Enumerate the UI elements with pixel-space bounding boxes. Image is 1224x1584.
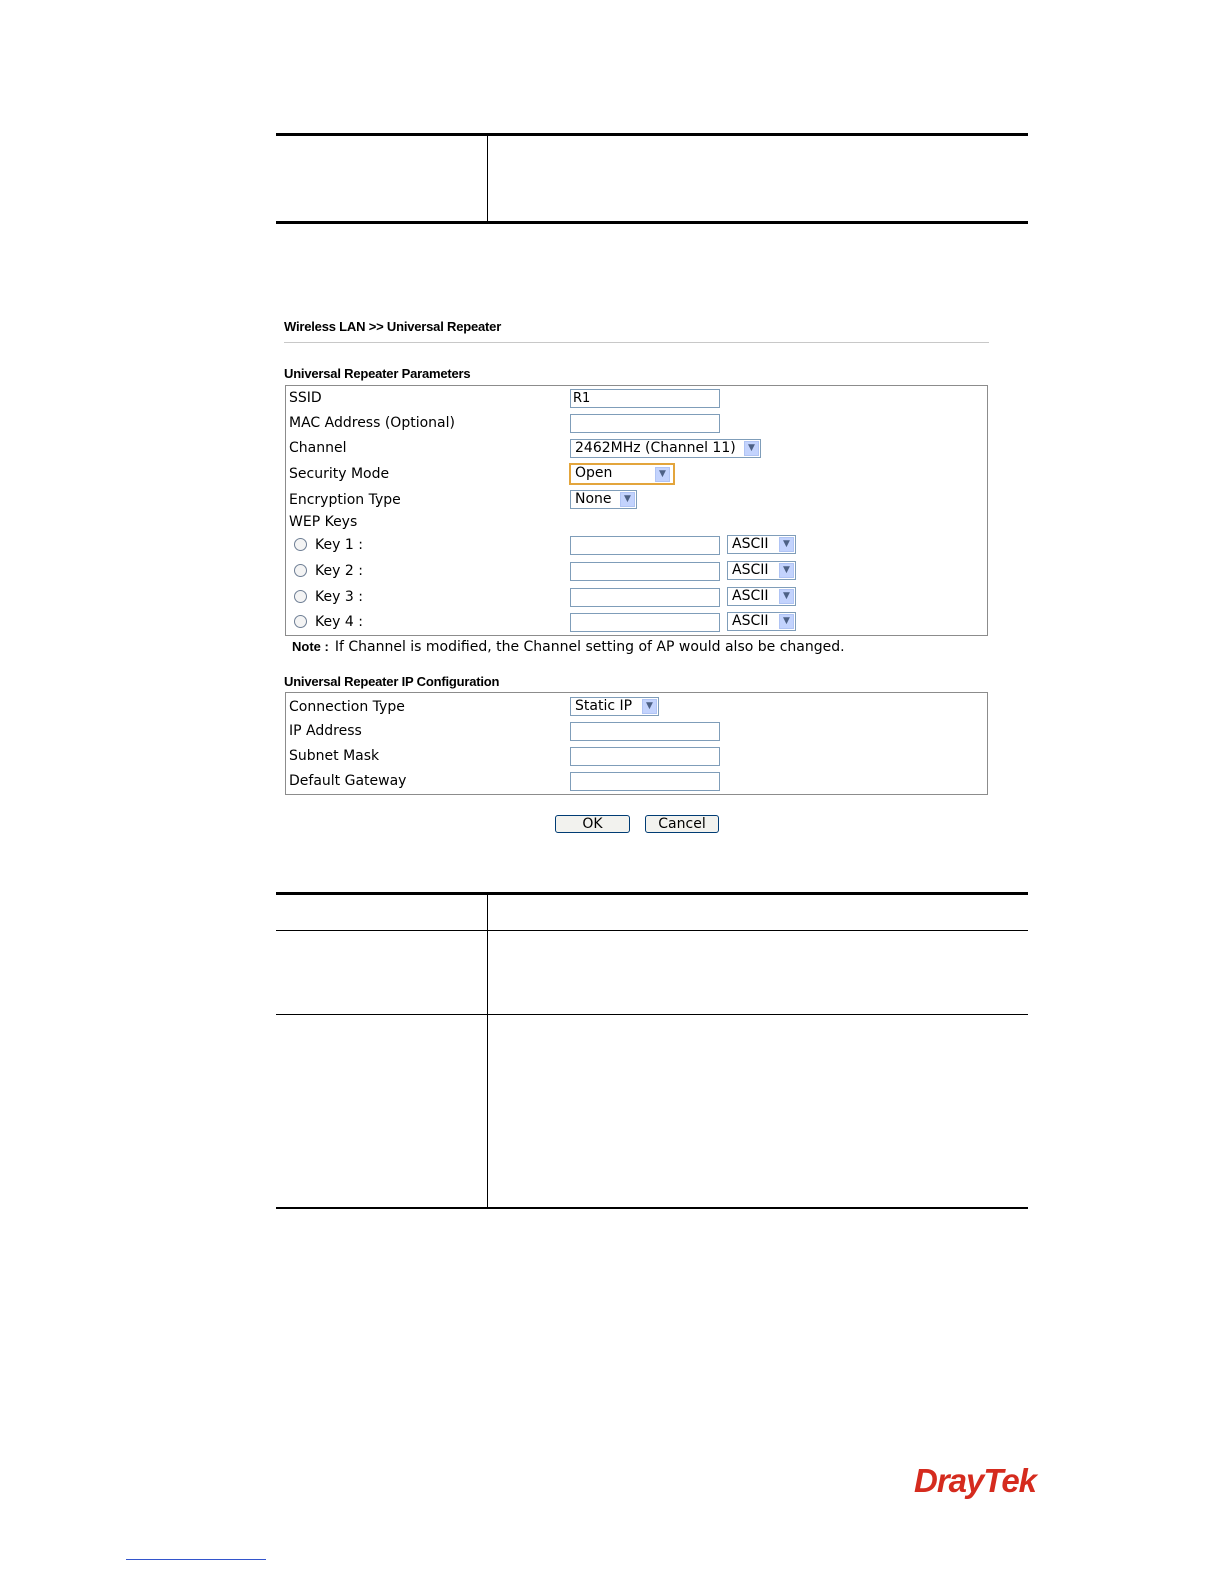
channel-note bbox=[292, 639, 845, 655]
chevron-down-icon: ▼ bbox=[655, 467, 670, 482]
key2-radio[interactable] bbox=[294, 564, 307, 577]
key1-input[interactable] bbox=[570, 536, 720, 555]
security-select[interactable] bbox=[569, 463, 675, 485]
chevron-down-icon: ▼ bbox=[744, 441, 759, 456]
chevron-down-icon: ▼ bbox=[620, 492, 635, 507]
encryption-select[interactable] bbox=[570, 490, 637, 509]
encryption-select-value: None bbox=[575, 491, 612, 507]
key4-label: Key 4 : bbox=[315, 614, 363, 630]
channel-label: Channel bbox=[289, 440, 347, 456]
key2-format-select[interactable] bbox=[727, 561, 796, 580]
key4-radio[interactable] bbox=[294, 615, 307, 628]
page-breadcrumb: Wireless LAN >> Universal Repeater bbox=[284, 319, 502, 334]
note-label: Note : bbox=[292, 639, 329, 654]
wep-keys-label: WEP Keys bbox=[289, 514, 358, 530]
footer-link-underline bbox=[126, 1559, 266, 1560]
security-label: Security Mode bbox=[289, 466, 390, 482]
key2-label: Key 2 : bbox=[315, 563, 363, 579]
channel-select[interactable] bbox=[570, 439, 761, 458]
subnet-mask-input[interactable] bbox=[570, 747, 720, 766]
key2-format-value: ASCII bbox=[732, 562, 769, 578]
draytek-logo: DrayTek bbox=[914, 1462, 1037, 1499]
doc-table-row bbox=[276, 133, 1028, 224]
chevron-down-icon: ▼ bbox=[779, 537, 794, 552]
mac-label: MAC Address (Optional) bbox=[289, 415, 455, 431]
key3-label: Key 3 : bbox=[315, 589, 363, 605]
ssid-label: SSID bbox=[289, 390, 322, 406]
chevron-down-icon: ▼ bbox=[779, 589, 794, 604]
key3-radio[interactable] bbox=[294, 590, 307, 603]
chevron-down-icon: ▼ bbox=[642, 699, 657, 714]
ok-button[interactable]: OK bbox=[555, 815, 630, 833]
title-divider bbox=[284, 342, 989, 343]
ssid-input[interactable]: R1 bbox=[570, 389, 720, 408]
note-text: If Channel is modified, the Channel setting of AP would also be changed. bbox=[334, 639, 845, 655]
key1-format-value: ASCII bbox=[732, 536, 769, 552]
ipconfig-section-title: Universal Repeater IP Configuration bbox=[284, 674, 500, 689]
params-section-title: Universal Repeater Parameters bbox=[284, 366, 471, 381]
subnet-mask-label: Subnet Mask bbox=[289, 748, 380, 764]
default-gateway-input[interactable] bbox=[570, 772, 720, 791]
default-gateway-label: Default Gateway bbox=[289, 773, 407, 789]
key4-format-value: ASCII bbox=[732, 613, 769, 629]
ip-address-label: IP Address bbox=[289, 723, 362, 739]
chevron-down-icon: ▼ bbox=[779, 614, 794, 629]
key3-input[interactable] bbox=[570, 588, 720, 607]
channel-select-value: 2462MHz (Channel 11) bbox=[575, 440, 736, 456]
connection-type-label: Connection Type bbox=[289, 699, 405, 715]
bottom-doc-table bbox=[276, 892, 1028, 1209]
key4-format-select[interactable] bbox=[727, 612, 796, 631]
encryption-label: Encryption Type bbox=[289, 492, 401, 508]
security-select-value: Open bbox=[575, 465, 613, 481]
doc-table-row bbox=[276, 930, 1028, 1014]
key1-radio[interactable] bbox=[294, 538, 307, 551]
key1-label: Key 1 : bbox=[315, 537, 363, 553]
key1-format-select[interactable] bbox=[727, 535, 796, 554]
doc-table-row bbox=[276, 1014, 1028, 1209]
top-doc-table bbox=[276, 133, 1028, 224]
key4-input[interactable] bbox=[570, 613, 720, 632]
ip-address-input[interactable] bbox=[570, 722, 720, 741]
connection-type-select[interactable] bbox=[570, 697, 659, 716]
doc-table-header-row bbox=[276, 892, 1028, 930]
cancel-button[interactable]: Cancel bbox=[645, 815, 719, 833]
key3-format-value: ASCII bbox=[732, 588, 769, 604]
chevron-down-icon: ▼ bbox=[779, 563, 794, 578]
mac-input[interactable] bbox=[570, 414, 720, 433]
connection-type-value: Static IP bbox=[575, 698, 633, 714]
key3-format-select[interactable] bbox=[727, 587, 796, 606]
key2-input[interactable] bbox=[570, 562, 720, 581]
